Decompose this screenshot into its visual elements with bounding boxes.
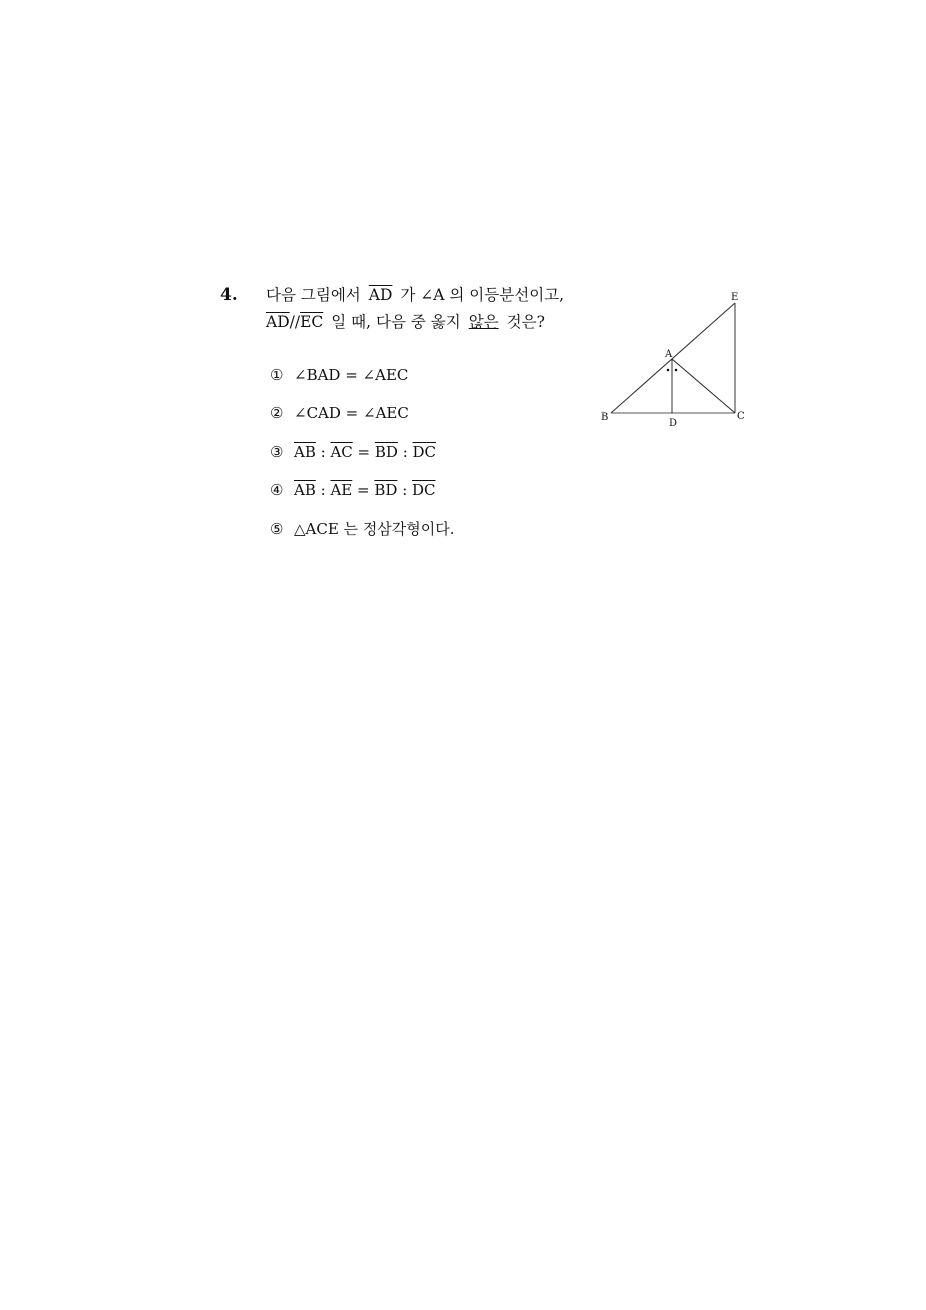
choice-marker: ④ xyxy=(270,481,284,499)
question-number: 4. xyxy=(220,285,238,305)
angle-mark-dot xyxy=(675,369,678,372)
choice-text: ∠BAD = ∠AEC xyxy=(294,366,409,384)
choice-marker: ③ xyxy=(270,443,284,461)
stem-text: 가 ∠A 의 이등분선이고, xyxy=(400,286,565,304)
triangle-figure xyxy=(590,285,760,435)
vertex-label-c: C xyxy=(737,411,745,422)
segment-ad: $\overline{AD}$ xyxy=(368,286,393,304)
segment: $\overline{AE}$ xyxy=(330,481,353,499)
choice-text: ∠CAD = ∠AEC xyxy=(294,404,409,422)
segment: $\overline{AB}$ xyxy=(294,443,316,461)
ratio-colon: : xyxy=(315,443,331,461)
equals-sign: = xyxy=(352,481,375,499)
ratio-colon: : xyxy=(397,443,413,461)
stem-text: 일 때, 다음 중 옳지 xyxy=(331,313,461,331)
segment: $\overline{DC}$ xyxy=(412,443,437,461)
segment: $\overline{DC}$ xyxy=(412,481,436,499)
angle-mark-dot xyxy=(667,369,670,372)
segment: $\overline{BD}$ xyxy=(374,481,398,499)
stem-text: 것은? xyxy=(506,313,545,331)
equals-sign: = xyxy=(352,443,375,461)
choice-marker: ② xyxy=(270,404,284,422)
segment-ac xyxy=(672,359,735,413)
vertex-label-b: B xyxy=(601,412,609,423)
segment: $\overline{BD}$ xyxy=(374,443,398,461)
choice-4[interactable] xyxy=(270,480,436,500)
vertex-label-a: A xyxy=(665,349,673,360)
choice-3[interactable] xyxy=(270,442,436,462)
choice-marker: ⑤ xyxy=(270,520,284,538)
choice-2[interactable] xyxy=(270,403,409,423)
segment: $\overline{AC}$ xyxy=(330,443,353,461)
choice-text: △ACE 는 정삼각형이다. xyxy=(294,520,455,538)
segment-ec: $\overline{EC}$ xyxy=(300,313,324,331)
choice-1[interactable] xyxy=(270,365,408,385)
ratio-colon: : xyxy=(397,481,413,499)
segment-ad: $\overline{AD}$ xyxy=(266,313,290,331)
vertex-label-d: D xyxy=(669,418,678,429)
choice-marker: ① xyxy=(270,366,284,384)
question-stem-line2 xyxy=(266,312,545,332)
vertex-label-e: E xyxy=(731,292,739,303)
parallel-symbol: // xyxy=(289,313,301,331)
question-stem-line1 xyxy=(266,285,564,305)
stem-text: 다음 그림에서 xyxy=(266,286,361,304)
segment: $\overline{AB}$ xyxy=(294,481,316,499)
choice-5[interactable] xyxy=(270,519,455,539)
ratio-colon: : xyxy=(315,481,331,499)
underlined-word: 않은 xyxy=(468,313,499,331)
